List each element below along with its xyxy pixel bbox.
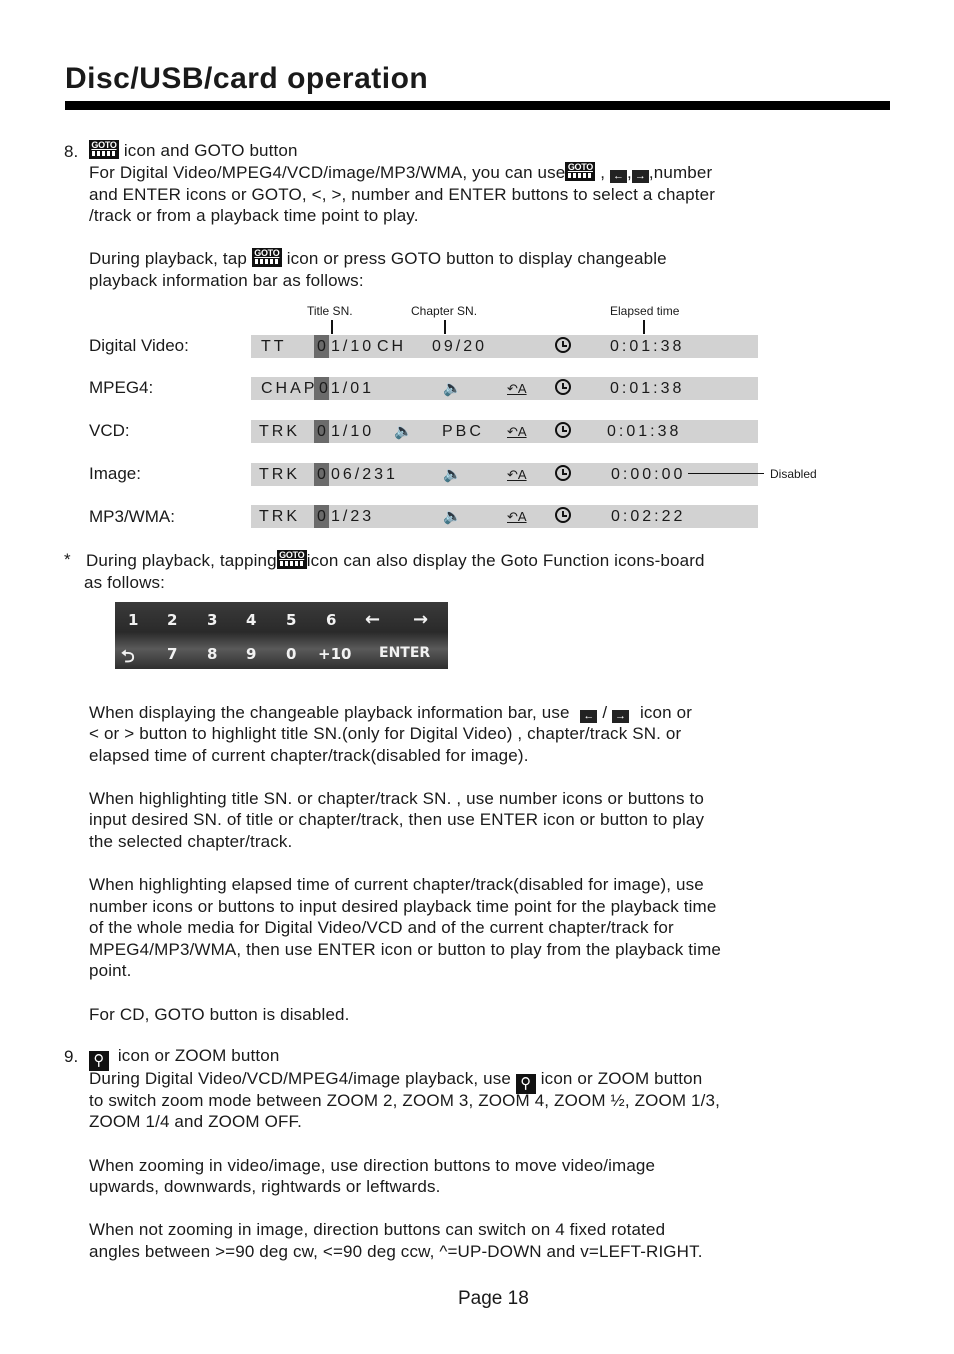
chapter-prefix: CH — [377, 338, 407, 355]
cd-para: For CD, GOTO button is disabled. — [89, 1005, 350, 1024]
section-8-during-line-1 — [89, 248, 819, 270]
bar-highlight-digit: 0 — [317, 466, 329, 483]
disabled-pointer — [688, 473, 764, 474]
title-para-line-1: When highlighting title SN. or chapter/track SN. , use number icons or buttons to — [89, 789, 705, 808]
subtitle-icon: ↶A — [507, 467, 527, 482]
highlight-para-line-2: < or > button to highlight title SN.(only for Digital Video) , chapter/track SN. or — [89, 724, 682, 743]
info-bar-digital-video — [251, 335, 758, 358]
during-text: During playback, tap — [89, 249, 247, 268]
slash: / — [602, 703, 608, 722]
left-arrow-key[interactable]: ← — [365, 609, 381, 630]
key-3[interactable]: 3 — [207, 611, 218, 629]
bar-label-mp3-wma: MP3/WMA: — [89, 507, 175, 526]
key-6[interactable]: 6 — [326, 611, 337, 629]
goto-icons-board — [115, 602, 448, 669]
section-8-number: 8. — [64, 142, 79, 161]
return-key[interactable]: ⮌ — [121, 647, 135, 667]
comma: , — [627, 163, 632, 182]
title-sn-pointer — [331, 320, 333, 334]
elapsed-time-value: 0:01:38 — [610, 380, 685, 397]
subtitle-icon: ↶A — [507, 509, 527, 524]
bar-prefix: TRK — [259, 423, 300, 440]
right-arrow-key[interactable]: → — [413, 609, 429, 630]
clock-icon — [555, 465, 571, 481]
info-bar-mp3-wma — [251, 505, 758, 528]
bar-highlight-digit: 0 — [317, 423, 329, 440]
key-0[interactable]: 0 — [286, 645, 297, 663]
goto-icon: GOTO — [89, 140, 119, 159]
right-arrow-icon: → — [612, 710, 629, 723]
info-bar-image — [251, 463, 758, 486]
section-9-line-3: ZOOM 1/4 and ZOOM OFF. — [89, 1112, 303, 1131]
key-2[interactable]: 2 — [167, 611, 178, 629]
bar-label-image: Image: — [89, 464, 141, 483]
section-8-intro-line-2: and ENTER icons or GOTO, <, >, number and ENTER buttons to select a chapter — [89, 185, 716, 204]
zoom-text: During Digital Video/VCD/MPEG4/image playback, use — [89, 1069, 511, 1088]
goto-icon: GOTO — [565, 162, 595, 181]
elapsed-para-line-5: point. — [89, 961, 132, 980]
key-1[interactable]: 1 — [128, 611, 139, 629]
title-para-line-3: the selected chapter/track. — [89, 832, 293, 851]
bar-highlight-digit: 0 — [317, 338, 329, 355]
left-arrow-icon: ← — [610, 170, 627, 183]
elapsed-para-line-3: of the whole media for Digital Video/VCD and of the current chapter/track for — [89, 918, 674, 937]
bar-label-digital-video: Digital Video: — [89, 336, 189, 355]
key-8[interactable]: 8 — [207, 645, 218, 663]
elapsed-time-value: 0:01:38 — [607, 423, 682, 440]
key-9[interactable]: 9 — [246, 645, 257, 663]
bar-label-mpeg4: MPEG4: — [89, 378, 154, 397]
elapsed-time-pointer — [643, 320, 645, 334]
elapsed-time-value: 0:02:22 — [611, 508, 686, 525]
subtitle-icon: ↶A — [507, 381, 527, 396]
enter-key[interactable]: ENTER — [379, 645, 431, 661]
disabled-annotation: Disabled — [770, 467, 817, 481]
section-8-intro-line-1 — [89, 162, 819, 184]
subtitle-icon: ↶A — [507, 424, 527, 439]
goto-icon: GOTO — [252, 248, 282, 267]
note-line-1 — [86, 550, 816, 572]
zoom-text: icon or ZOOM button — [540, 1069, 703, 1088]
bar-prefix: CHAP — [261, 380, 318, 397]
key-5[interactable]: 5 — [286, 611, 297, 629]
zoom-icon: ⚲ — [89, 1051, 109, 1071]
title-para-line-2: input desired SN. of title or chapter/track, then use ENTER icon or button to play — [89, 810, 705, 829]
section-8-intro-line-3: /track or from a playback time point to play. — [89, 206, 419, 225]
audio-speaker-icon: 🔈 — [394, 423, 413, 440]
audio-speaker-icon: 🔈 — [443, 508, 462, 525]
para-text: icon or — [639, 703, 693, 722]
audio-speaker-icon: 🔈 — [443, 466, 462, 483]
right-arrow-icon: → — [632, 170, 649, 183]
highlight-para-line-1 — [89, 702, 819, 724]
plus-10-key[interactable]: +10 — [318, 645, 352, 663]
note-line-2: as follows: — [84, 573, 166, 592]
pbc-label: PBC — [442, 423, 484, 440]
clock-icon — [555, 379, 571, 395]
zoom-move-line-1: When zooming in video/image, use direction buttons to move video/image — [89, 1156, 656, 1175]
bar-prefix: TT — [261, 338, 287, 355]
highlight-para-line-3: elapsed time of current chapter/track(disabled for image). — [89, 746, 529, 765]
rotate-line-2: angles between >=90 deg cw, <=90 deg ccw, ^=UP-DOWN and v=LEFT-RIGHT. — [89, 1242, 703, 1261]
page-title: Disc/USB/card operation — [65, 62, 429, 95]
intro-text: ,number — [648, 163, 713, 182]
clock-icon — [555, 422, 571, 438]
bar-prefix: TRK — [259, 508, 300, 525]
section-8-during-line-2: playback information bar as follows: — [89, 271, 364, 290]
bar-prefix: TRK — [259, 466, 300, 483]
elapsed-para-line-2: number icons or buttons to input desired playback time point for the playback time — [89, 897, 717, 916]
key-4[interactable]: 4 — [246, 611, 257, 629]
elapsed-para-line-4: MPEG4/MP3/WMA, then use ENTER icon or button to play from the playback time — [89, 940, 721, 959]
title-sn-value: 1/10 — [331, 338, 375, 355]
zoom-icon: ⚲ — [516, 1074, 536, 1094]
chapter-sn-pointer — [444, 320, 446, 334]
title-sn-annotation: Title SN. — [307, 304, 353, 318]
audio-speaker-icon: 🔈 — [443, 380, 462, 397]
chapter-sn-annotation: Chapter SN. — [411, 304, 478, 318]
note-star: * — [64, 550, 71, 569]
zoom-move-line-2: upwards, downwards, rightwards or leftwards. — [89, 1177, 441, 1196]
clock-icon — [555, 337, 571, 353]
note-text: icon can also display the Goto Function icons-board — [306, 551, 705, 570]
clock-icon — [555, 507, 571, 523]
chapter-sn-value: 01/01 — [319, 380, 375, 397]
rotate-line-1: When not zooming in image, direction buttons can switch on 4 fixed rotated — [89, 1220, 666, 1239]
note-text: During playback, tapping — [86, 551, 277, 570]
section-9-heading-text: icon or ZOOM button — [117, 1046, 280, 1065]
section-9-line-2: to switch zoom mode between ZOOM 2, ZOOM 3, ZOOM 4, ZOOM ½, ZOOM 1/3, — [89, 1091, 720, 1110]
goto-icon: GOTO — [277, 550, 307, 569]
intro-text: For Digital Video/MPEG4/VCD/image/MP3/WMA, you can use — [89, 163, 566, 182]
section-8-heading — [89, 140, 819, 162]
track-sn-value: 1/10 — [331, 423, 375, 440]
title-rule — [65, 101, 890, 110]
track-sn-value: 1/23 — [331, 508, 375, 525]
para-text: When displaying the changeable playback information bar, use — [89, 703, 570, 722]
during-text: icon or press GOTO button to display changeable — [286, 249, 667, 268]
elapsed-time-value: 0:00:00 — [611, 466, 686, 483]
bar-highlight-digit: 0 — [317, 508, 329, 525]
elapsed-time-value: 0:01:38 — [610, 338, 685, 355]
track-sn-value: 06/231 — [331, 466, 398, 483]
elapsed-time-annotation: Elapsed time — [610, 304, 680, 318]
left-arrow-icon: ← — [580, 710, 597, 723]
comma: , — [600, 163, 606, 182]
chapter-sn-value: 09/20 — [432, 338, 488, 355]
elapsed-para-line-1: When highlighting elapsed time of current chapter/track(disabled for image), use — [89, 875, 704, 894]
info-bar-mpeg4 — [251, 377, 758, 400]
bar-label-vcd: VCD: — [89, 421, 130, 440]
section-8-heading-text: icon and GOTO button — [123, 141, 298, 160]
section-9-number: 9. — [64, 1047, 79, 1066]
page-number: Page 18 — [458, 1288, 529, 1309]
key-7[interactable]: 7 — [167, 645, 178, 663]
info-bar-vcd — [251, 420, 758, 443]
